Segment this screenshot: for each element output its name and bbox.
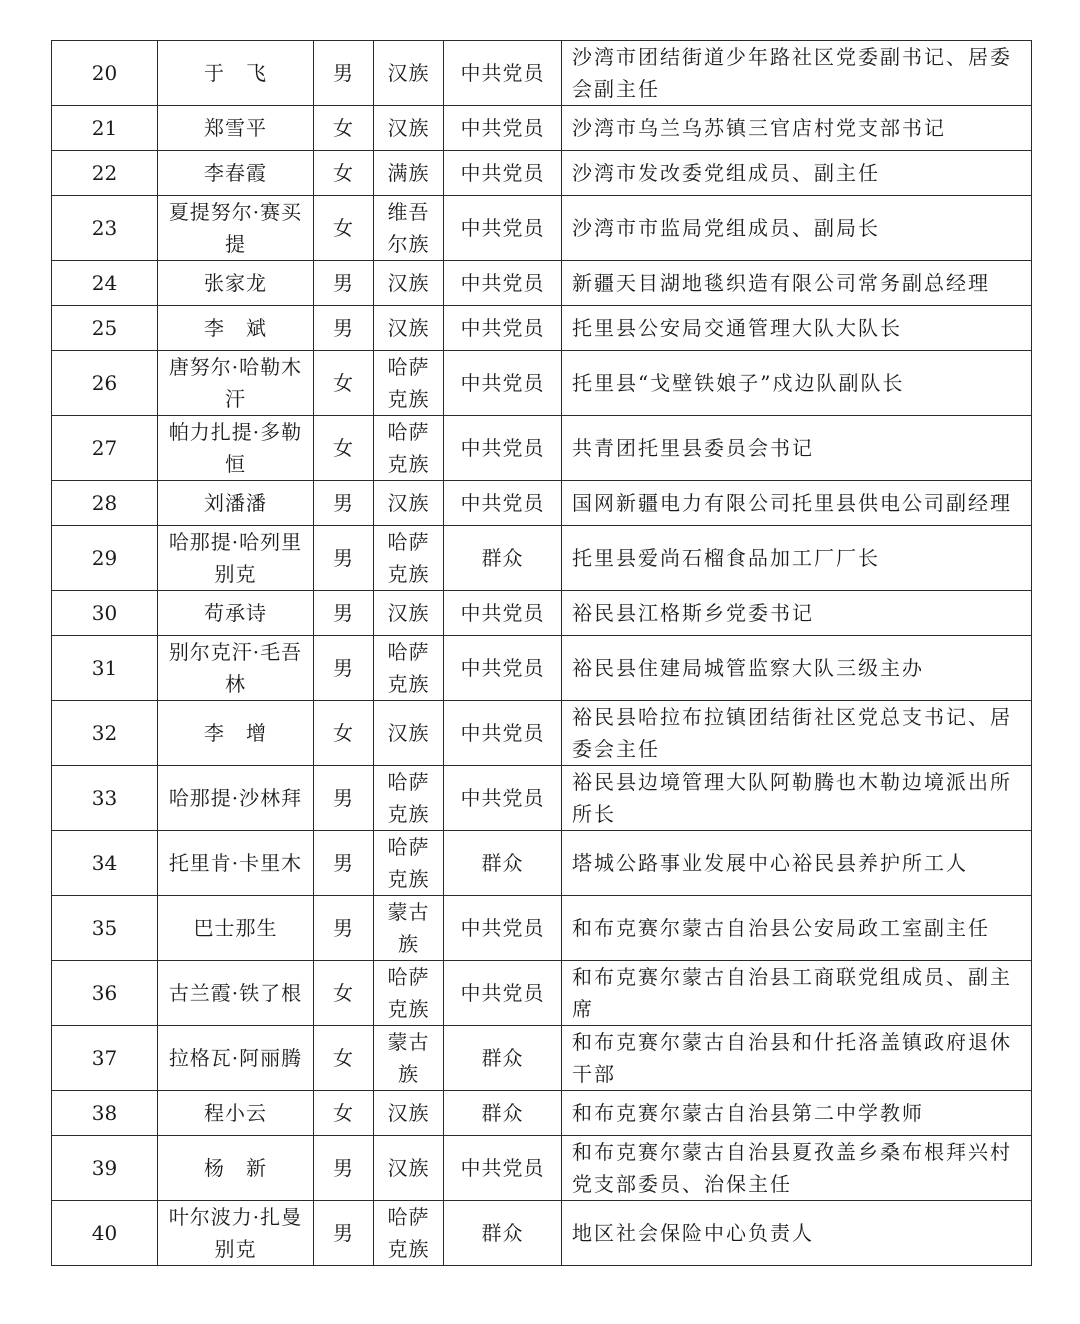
table-row — [52, 636, 1032, 701]
cell-name: 苟承诗 — [158, 591, 314, 636]
cell-number: 39 — [52, 1136, 158, 1201]
cell-gender: 女 — [314, 106, 374, 151]
cell-ethnicity: 汉族 — [374, 1091, 444, 1136]
cell-number: 30 — [52, 591, 158, 636]
cell-number: 36 — [52, 961, 158, 1026]
cell-ethnicity: 汉族 — [374, 106, 444, 151]
cell-ethnicity: 哈萨克族 — [374, 526, 444, 591]
cell-name: 夏提努尔·赛买提 — [158, 196, 314, 261]
table-row — [52, 481, 1032, 526]
cell-position: 国网新疆电力有限公司托里县供电公司副经理 — [562, 481, 1032, 526]
cell-position: 新疆天目湖地毯织造有限公司常务副总经理 — [562, 261, 1032, 306]
cell-number: 34 — [52, 831, 158, 896]
table-row — [52, 196, 1032, 261]
cell-position: 沙湾市市监局党组成员、副局长 — [562, 196, 1032, 261]
table-row — [52, 41, 1032, 106]
cell-position: 裕民县住建局城管监察大队三级主办 — [562, 636, 1032, 701]
table-row — [52, 1091, 1032, 1136]
cell-political-status: 中共党员 — [444, 591, 562, 636]
cell-name: 程小云 — [158, 1091, 314, 1136]
cell-gender: 男 — [314, 636, 374, 701]
cell-political-status: 中共党员 — [444, 636, 562, 701]
cell-ethnicity: 满族 — [374, 151, 444, 196]
cell-position: 和布克赛尔蒙古自治县工商联党组成员、副主席 — [562, 961, 1032, 1026]
cell-gender: 女 — [314, 1091, 374, 1136]
cell-ethnicity: 汉族 — [374, 701, 444, 766]
cell-position: 沙湾市团结街道少年路社区党委副书记、居委会副主任 — [562, 41, 1032, 106]
cell-ethnicity: 汉族 — [374, 591, 444, 636]
cell-name: 李 增 — [158, 701, 314, 766]
table-row — [52, 351, 1032, 416]
cell-ethnicity: 哈萨克族 — [374, 351, 444, 416]
cell-political-status: 中共党员 — [444, 41, 562, 106]
cell-number: 27 — [52, 416, 158, 481]
roster-body — [52, 41, 1032, 1266]
cell-gender: 女 — [314, 196, 374, 261]
table-row — [52, 261, 1032, 306]
cell-name: 郑雪平 — [158, 106, 314, 151]
cell-ethnicity: 汉族 — [374, 481, 444, 526]
cell-number: 28 — [52, 481, 158, 526]
cell-position: 和布克赛尔蒙古自治县第二中学教师 — [562, 1091, 1032, 1136]
cell-position: 和布克赛尔蒙古自治县公安局政工室副主任 — [562, 896, 1032, 961]
cell-political-status: 中共党员 — [444, 106, 562, 151]
cell-number: 22 — [52, 151, 158, 196]
cell-number: 32 — [52, 701, 158, 766]
cell-political-status: 群众 — [444, 526, 562, 591]
table-row — [52, 1201, 1032, 1266]
cell-position: 塔城公路事业发展中心裕民县养护所工人 — [562, 831, 1032, 896]
cell-number: 23 — [52, 196, 158, 261]
cell-gender: 女 — [314, 1026, 374, 1091]
cell-name: 李春霞 — [158, 151, 314, 196]
table-row — [52, 701, 1032, 766]
cell-political-status: 群众 — [444, 1026, 562, 1091]
cell-number: 20 — [52, 41, 158, 106]
table-row — [52, 961, 1032, 1026]
cell-political-status: 群众 — [444, 1091, 562, 1136]
cell-position: 托里县公安局交通管理大队大队长 — [562, 306, 1032, 351]
cell-number: 25 — [52, 306, 158, 351]
table-row — [52, 1026, 1032, 1091]
cell-gender: 男 — [314, 261, 374, 306]
cell-number: 24 — [52, 261, 158, 306]
cell-ethnicity: 蒙古族 — [374, 1026, 444, 1091]
cell-gender: 女 — [314, 701, 374, 766]
cell-position: 和布克赛尔蒙古自治县和什托洛盖镇政府退休干部 — [562, 1026, 1032, 1091]
cell-gender: 男 — [314, 306, 374, 351]
cell-position: 托里县“戈壁铁娘子”戍边队副队长 — [562, 351, 1032, 416]
cell-name: 于 飞 — [158, 41, 314, 106]
cell-political-status: 中共党员 — [444, 196, 562, 261]
cell-political-status: 中共党员 — [444, 481, 562, 526]
cell-gender: 女 — [314, 416, 374, 481]
cell-number: 29 — [52, 526, 158, 591]
cell-ethnicity: 汉族 — [374, 261, 444, 306]
cell-gender: 男 — [314, 526, 374, 591]
cell-position: 裕民县边境管理大队阿勒腾也木勒边境派出所所长 — [562, 766, 1032, 831]
cell-ethnicity: 维吾尔族 — [374, 196, 444, 261]
cell-name: 唐努尔·哈勒木汗 — [158, 351, 314, 416]
cell-position: 裕民县哈拉布拉镇团结街社区党总支书记、居委会主任 — [562, 701, 1032, 766]
cell-number: 26 — [52, 351, 158, 416]
cell-number: 38 — [52, 1091, 158, 1136]
cell-name: 别尔克汗·毛吾林 — [158, 636, 314, 701]
cell-ethnicity: 蒙古族 — [374, 896, 444, 961]
cell-political-status: 中共党员 — [444, 416, 562, 481]
cell-ethnicity: 哈萨克族 — [374, 1201, 444, 1266]
cell-gender: 男 — [314, 481, 374, 526]
table-row — [52, 151, 1032, 196]
cell-political-status: 中共党员 — [444, 1136, 562, 1201]
cell-number: 31 — [52, 636, 158, 701]
cell-position: 共青团托里县委员会书记 — [562, 416, 1032, 481]
cell-political-status: 中共党员 — [444, 261, 562, 306]
table-row — [52, 1136, 1032, 1201]
cell-ethnicity: 汉族 — [374, 41, 444, 106]
cell-name: 拉格瓦·阿丽腾 — [158, 1026, 314, 1091]
table-row — [52, 896, 1032, 961]
cell-name: 李 斌 — [158, 306, 314, 351]
cell-gender: 女 — [314, 961, 374, 1026]
cell-number: 33 — [52, 766, 158, 831]
cell-name: 哈那提·沙林拜 — [158, 766, 314, 831]
table-row — [52, 106, 1032, 151]
cell-ethnicity: 汉族 — [374, 1136, 444, 1201]
cell-position: 沙湾市发改委党组成员、副主任 — [562, 151, 1032, 196]
cell-ethnicity: 哈萨克族 — [374, 636, 444, 701]
cell-number: 21 — [52, 106, 158, 151]
cell-position: 裕民县江格斯乡党委书记 — [562, 591, 1032, 636]
cell-gender: 女 — [314, 151, 374, 196]
cell-political-status: 中共党员 — [444, 896, 562, 961]
cell-political-status: 中共党员 — [444, 766, 562, 831]
table-row — [52, 526, 1032, 591]
cell-position: 地区社会保险中心负责人 — [562, 1201, 1032, 1266]
cell-name: 张家龙 — [158, 261, 314, 306]
cell-gender: 男 — [314, 896, 374, 961]
table-row — [52, 306, 1032, 351]
cell-ethnicity: 汉族 — [374, 306, 444, 351]
cell-name: 托里肯·卡里木 — [158, 831, 314, 896]
cell-position: 沙湾市乌兰乌苏镇三官店村党支部书记 — [562, 106, 1032, 151]
cell-position: 和布克赛尔蒙古自治县夏孜盖乡桑布根拜兴村党支部委员、治保主任 — [562, 1136, 1032, 1201]
cell-number: 35 — [52, 896, 158, 961]
cell-gender: 男 — [314, 1136, 374, 1201]
cell-political-status: 中共党员 — [444, 961, 562, 1026]
cell-gender: 男 — [314, 831, 374, 896]
cell-ethnicity: 哈萨克族 — [374, 831, 444, 896]
table-row — [52, 591, 1032, 636]
cell-name: 古兰霞·铁了根 — [158, 961, 314, 1026]
cell-name: 哈那提·哈列里别克 — [158, 526, 314, 591]
cell-political-status: 中共党员 — [444, 306, 562, 351]
table-row — [52, 766, 1032, 831]
cell-ethnicity: 哈萨克族 — [374, 416, 444, 481]
cell-name: 帕力扎提·多勒恒 — [158, 416, 314, 481]
cell-number: 37 — [52, 1026, 158, 1091]
cell-political-status: 群众 — [444, 831, 562, 896]
cell-ethnicity: 哈萨克族 — [374, 961, 444, 1026]
cell-name: 叶尔波力·扎曼别克 — [158, 1201, 314, 1266]
cell-political-status: 中共党员 — [444, 351, 562, 416]
roster-table — [51, 40, 1032, 1266]
cell-gender: 男 — [314, 591, 374, 636]
cell-gender: 女 — [314, 351, 374, 416]
cell-ethnicity: 哈萨克族 — [374, 766, 444, 831]
table-row — [52, 416, 1032, 481]
cell-gender: 男 — [314, 41, 374, 106]
cell-position: 托里县爱尚石榴食品加工厂厂长 — [562, 526, 1032, 591]
cell-gender: 男 — [314, 766, 374, 831]
cell-political-status: 群众 — [444, 1201, 562, 1266]
cell-political-status: 中共党员 — [444, 701, 562, 766]
table-row — [52, 831, 1032, 896]
cell-political-status: 中共党员 — [444, 151, 562, 196]
cell-name: 巴士那生 — [158, 896, 314, 961]
cell-number: 40 — [52, 1201, 158, 1266]
cell-name: 刘潘潘 — [158, 481, 314, 526]
cell-name: 杨 新 — [158, 1136, 314, 1201]
cell-gender: 男 — [314, 1201, 374, 1266]
